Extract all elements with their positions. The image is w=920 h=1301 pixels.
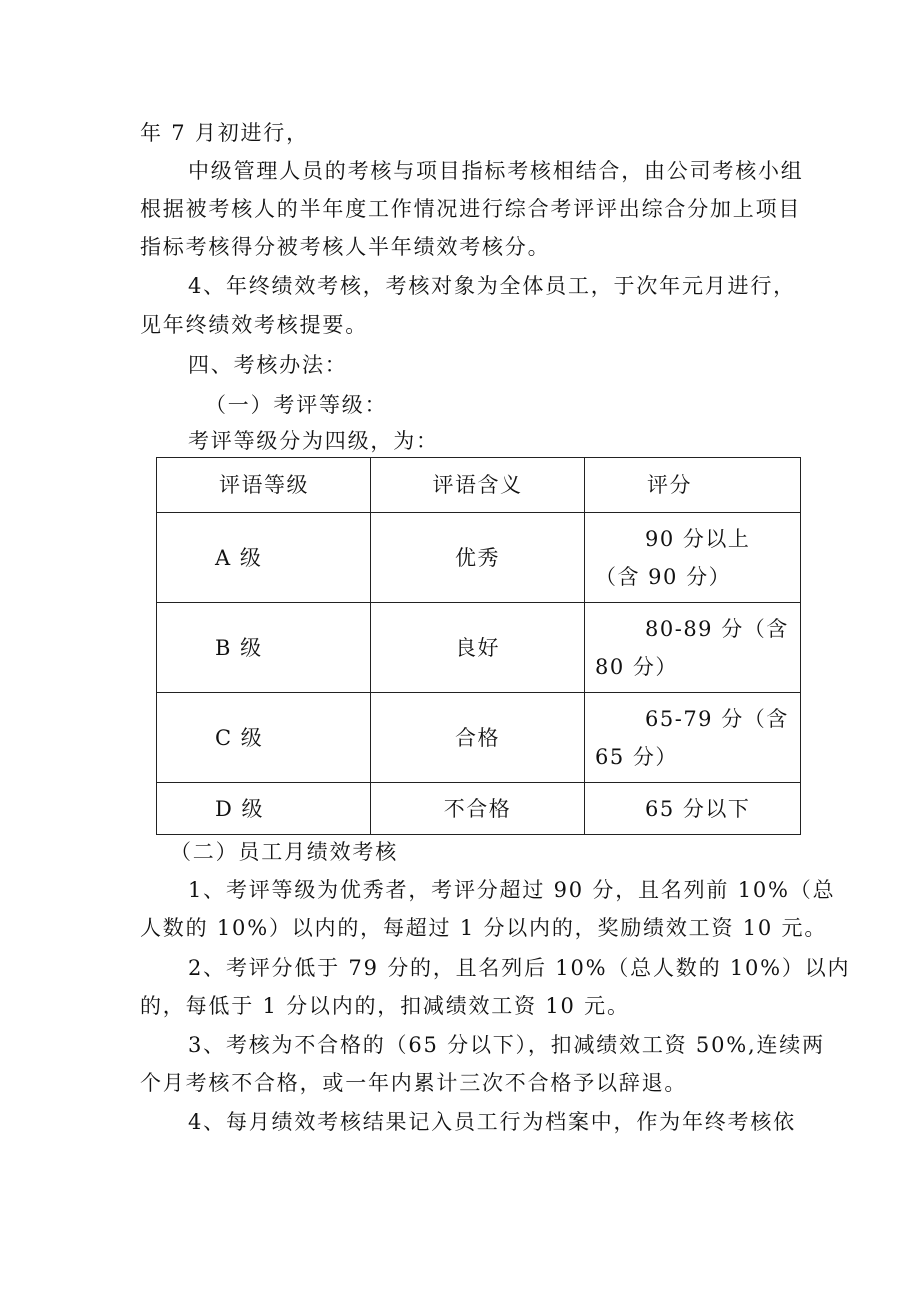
meaning-cell: 合格 xyxy=(371,693,585,783)
header-meaning: 评语含义 xyxy=(371,458,585,513)
paragraph-line: （一）考评等级： xyxy=(205,393,388,417)
table-row xyxy=(157,783,801,835)
header-grade: 评语等级 xyxy=(157,458,371,513)
paragraph-line: 年 7 月初进行， xyxy=(140,121,309,145)
score-line-2: 65 分） xyxy=(595,744,678,769)
meaning-cell: 良好 xyxy=(371,603,585,693)
paragraph-line: 3、考核为不合格的（65 分以下），扣减绩效工资 50%,连续两 xyxy=(188,1033,825,1057)
paragraph-line: 指标考核得分被考核人半年绩效考核分。 xyxy=(140,235,551,259)
score-line-2: （含 90 分） xyxy=(595,564,732,589)
meaning-cell: 不合格 xyxy=(371,783,585,835)
paragraph-line: 的，每低于 1 分以内的，扣减绩效工资 10 元。 xyxy=(140,994,630,1018)
paragraph-line: 1、考评等级为优秀者，考评分超过 90 分，且名列前 10%（总 xyxy=(188,878,836,902)
table-row xyxy=(157,513,801,603)
table-row xyxy=(157,693,801,783)
score-line-1: 65 分以下 xyxy=(645,796,751,821)
score-line-1: 80-89 分（含 xyxy=(645,616,789,641)
paragraph-line: 人数的 10%）以内的，每超过 1 分以内的，奖励绩效工资 10 元。 xyxy=(140,916,828,940)
header-score: 评分 xyxy=(585,458,801,513)
score-cell xyxy=(585,783,801,835)
grade-table xyxy=(156,457,801,835)
table-row xyxy=(157,603,801,693)
grade-cell: D 级 xyxy=(157,783,371,835)
paragraph-line: 四、考核办法： xyxy=(188,353,348,377)
paragraph-line: 考评等级分为四级，为： xyxy=(188,429,439,453)
paragraph-line: （二）员工月绩效考核 xyxy=(170,840,398,864)
score-line-1: 90 分以上 xyxy=(645,526,751,551)
grade-cell: B 级 xyxy=(157,603,371,693)
paragraph-line: 见年终绩效考核提要。 xyxy=(140,313,368,337)
paragraph-line: 根据被考核人的半年度工作情况进行综合考评评出综合分加上项目 xyxy=(140,197,802,221)
score-cell xyxy=(585,693,801,783)
paragraph-line: 个月考核不合格，或一年内累计三次不合格予以辞退。 xyxy=(140,1071,688,1095)
paragraph-line: 4、每月绩效考核结果记入员工行为档案中，作为年终考核依 xyxy=(188,1110,796,1134)
score-line-1: 65-79 分（含 xyxy=(645,706,789,731)
grade-cell: C 级 xyxy=(157,693,371,783)
score-cell xyxy=(585,603,801,693)
paragraph-line: 4、年终绩效考核，考核对象为全体员工，于次年元月进行， xyxy=(188,274,796,298)
grade-cell: A 级 xyxy=(157,513,371,603)
score-line-2: 80 分） xyxy=(595,654,678,679)
table-header-row xyxy=(157,458,801,513)
score-cell xyxy=(585,513,801,603)
paragraph-line: 中级管理人员的考核与项目指标考核相结合，由公司考核小组 xyxy=(188,159,804,183)
meaning-cell: 优秀 xyxy=(371,513,585,603)
paragraph-line: 2、考评分低于 79 分的，且名列后 10%（总人数的 10%）以内 xyxy=(188,956,851,980)
